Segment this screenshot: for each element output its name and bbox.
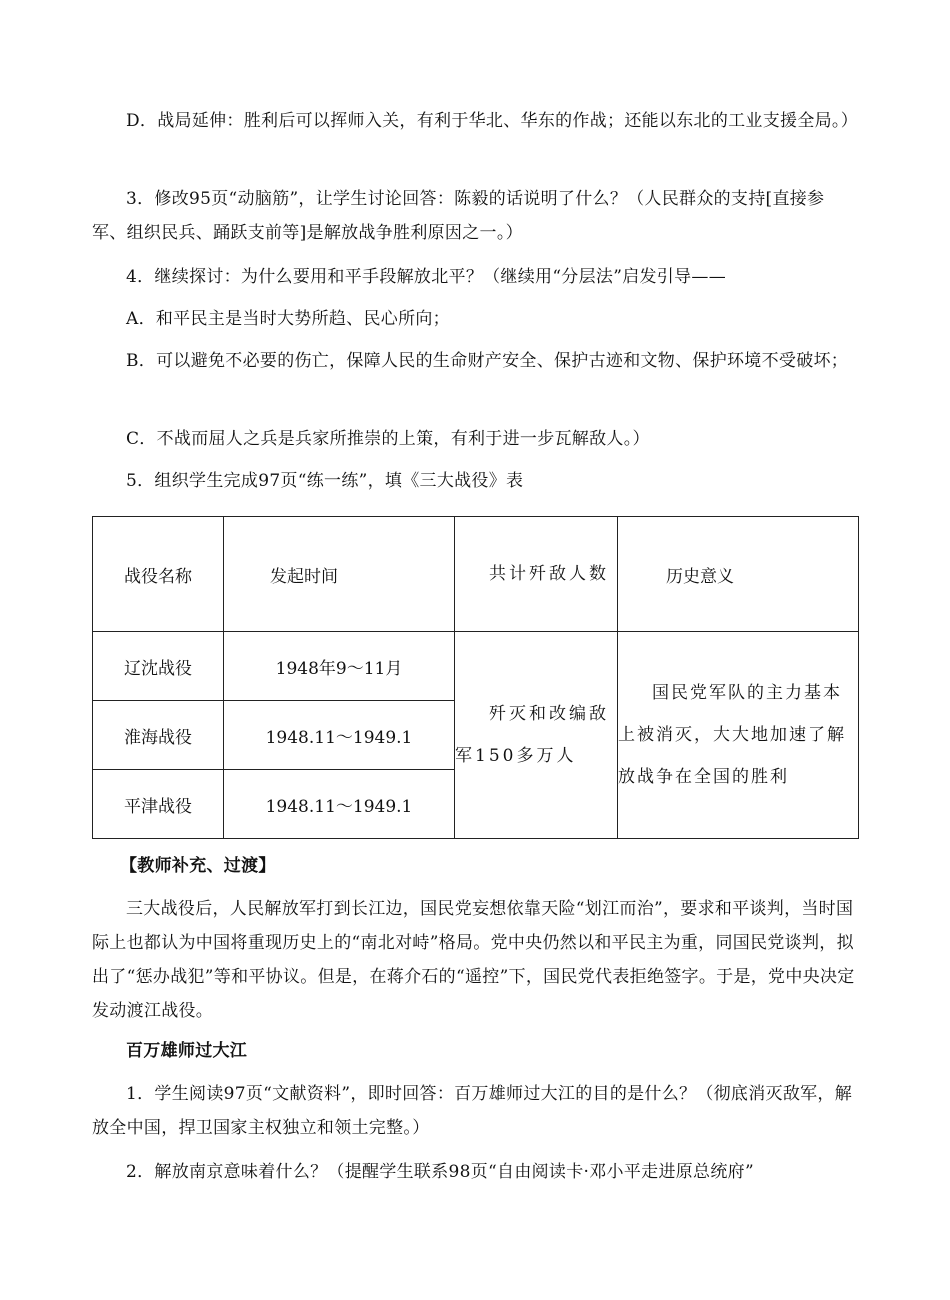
river-question-2: 2．解放南京意味着什么？（提醒学生联系98页“自由阅读卡·邓小平走进原总统府” bbox=[126, 1162, 754, 1182]
battle-name-cell: 辽沈战役 bbox=[93, 632, 224, 701]
merged-enemy-count-cell: 歼灭和改编敌军150多万人 bbox=[455, 632, 618, 839]
three-battles-table bbox=[92, 516, 859, 839]
header-start-time: 发起时间 bbox=[224, 517, 455, 632]
paragraph-question-3: 3．修改95页“动脑筋”，让学生讨论回答：陈毅的话说明了什么？（人民群众的支持[直接参军、组织民兵、踊跃支前等]是解放战争胜利原因之一。） bbox=[92, 189, 825, 243]
paragraph-question-4: 4．继续探讨：为什么要用和平手段解放北平？（继续用“分层法”启发引导—— bbox=[126, 267, 726, 287]
header-significance: 历史意义 bbox=[618, 517, 859, 632]
teacher-section-body: 三大战役后，人民解放军打到长江边，国民党妄想依靠天险“划江而治”，要求和平谈判，当时国际上也都认为中国将重现历史上的“南北对峙”格局。党中央仍然以和平民主为重，同国民党谈判，拟出了“惩办战犯”等和平协议。但是，在蒋介石的“遥控”下，国民党代表拒绝签字。于是，党中央决定发动渡江战役。 bbox=[92, 899, 855, 1021]
teacher-section-heading: 【教师补充、过渡】 bbox=[120, 856, 276, 876]
battle-name-cell: 平津战役 bbox=[93, 770, 224, 839]
paragraph-option-a: A．和平民主是当时大势所趋、民心所向； bbox=[126, 309, 450, 329]
table-row bbox=[93, 632, 859, 701]
battle-time-cell: 1948.11～1949.1 bbox=[224, 770, 455, 839]
battle-time-cell: 1948.11～1949.1 bbox=[224, 701, 455, 770]
merged-significance-cell: 国民党军队的主力基本上被消灭，大大地加速了解放战争在全国的胜利 bbox=[618, 632, 859, 839]
river-question-1: 1．学生阅读97页“文献资料”，即时回答：百万雄师过大江的目的是什么？（彻底消灭敌军，解放全中国，捍卫国家主权独立和领土完整。） bbox=[92, 1084, 853, 1138]
paragraph-option-c: C．不战而屈人之兵是兵家所推崇的上策，有利于进一步瓦解敌人。） bbox=[126, 429, 650, 449]
paragraph-option-d: D．战局延伸：胜利后可以挥师入关，有利于华北、华东的作战；还能以东北的工业支援全局。） bbox=[126, 111, 859, 131]
paragraph-option-b: B．可以避免不必要的伤亡，保障人民的生命财产安全、保护古迹和文物、保护环境不受破坏； bbox=[126, 351, 849, 371]
header-enemy-count: 共计歼敌人数 bbox=[455, 517, 618, 632]
header-battle-name: 战役名称 bbox=[93, 517, 224, 632]
table-header-row bbox=[93, 517, 859, 632]
river-section-heading: 百万雄师过大江 bbox=[126, 1041, 248, 1061]
battle-name-cell: 淮海战役 bbox=[93, 701, 224, 770]
battle-time-cell: 1948年9～11月 bbox=[224, 632, 455, 701]
paragraph-question-5: 5．组织学生完成97页“练一练”，填《三大战役》表 bbox=[126, 471, 524, 491]
